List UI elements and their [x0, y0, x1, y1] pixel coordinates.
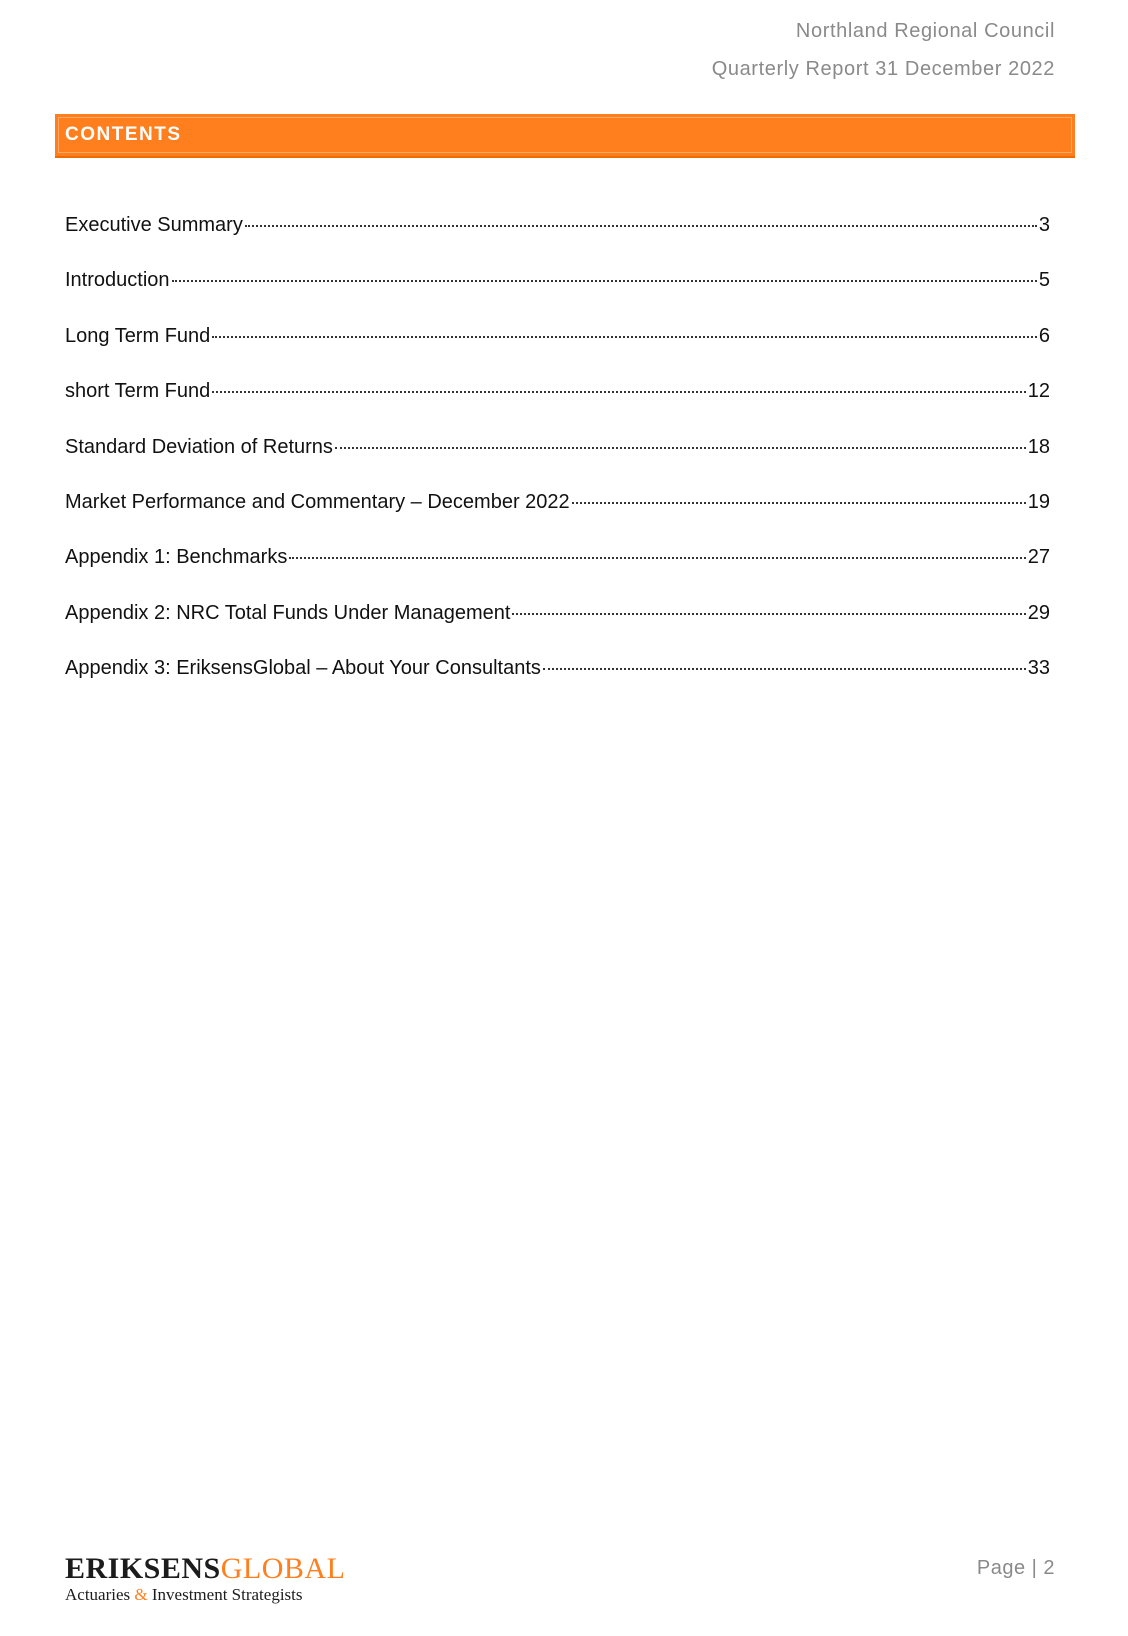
toc-entry-label: Market Performance and Commentary – December 2022	[65, 490, 570, 513]
toc-entry-label: Standard Deviation of Returns	[65, 435, 333, 458]
contents-banner	[55, 114, 1075, 158]
toc-entry-page: 3	[1038, 214, 1050, 236]
toc-entry-introduction[interactable]	[65, 269, 1050, 324]
toc-entry-label: Long Term Fund	[65, 324, 211, 347]
toc-dot-leader	[212, 391, 1026, 393]
logo-wordmark-part1: ERIKSENS	[65, 1552, 221, 1585]
toc-entry-page: 29	[1027, 601, 1050, 624]
contents-banner-border	[58, 117, 1072, 153]
toc-entry-page: 6	[1038, 324, 1050, 347]
table-of-contents	[65, 214, 1050, 713]
eriksensglobal-logo	[65, 1553, 345, 1605]
toc-dot-leader	[335, 447, 1026, 449]
toc-entry-page: 12	[1027, 380, 1050, 403]
toc-entry-short-term-fund[interactable]	[65, 380, 1050, 435]
toc-entry-appendix-3[interactable]	[65, 657, 1050, 712]
toc-entry-label: Appendix 1: Benchmarks	[65, 546, 288, 569]
logo-wordmark	[65, 1553, 345, 1585]
toc-dot-leader	[543, 668, 1026, 670]
toc-entry-market-performance[interactable]	[65, 491, 1050, 546]
page-header	[712, 12, 1055, 88]
logo-wordmark-part2: GLOBAL	[220, 1552, 346, 1585]
logo-tagline-ampersand: &	[134, 1585, 148, 1604]
toc-entry-appendix-2[interactable]	[65, 602, 1050, 657]
toc-entry-label: Appendix 2: NRC Total Funds Under Management	[65, 601, 511, 624]
toc-dot-leader	[289, 557, 1025, 559]
page-number: Page | 2	[976, 1557, 1055, 1579]
toc-entry-long-term-fund[interactable]	[65, 325, 1050, 380]
toc-entry-label: Appendix 3: EriksensGlobal – About Your Consultants	[65, 657, 541, 680]
toc-dot-leader	[245, 225, 1037, 227]
toc-entry-label: Introduction	[65, 269, 170, 292]
toc-entry-appendix-1[interactable]	[65, 546, 1050, 601]
contents-title: CONTENTS	[65, 124, 182, 145]
header-report-title: Quarterly Report 31 December 2022	[711, 58, 1055, 80]
toc-entry-label: Executive Summary	[65, 214, 243, 236]
toc-entry-page: 33	[1027, 657, 1050, 680]
header-organization: Northland Regional Council	[795, 20, 1055, 42]
toc-dot-leader	[212, 336, 1037, 338]
toc-entry-page: 18	[1027, 435, 1050, 458]
logo-tagline-part1: Actuaries	[65, 1585, 135, 1604]
toc-entry-page: 5	[1038, 269, 1050, 292]
toc-dot-leader	[172, 280, 1037, 282]
toc-entry-standard-deviation[interactable]	[65, 436, 1050, 491]
toc-entry-page: 27	[1027, 546, 1050, 569]
toc-entry-label: short Term Fund	[65, 380, 211, 403]
toc-entry-page: 19	[1027, 490, 1050, 513]
toc-dot-leader	[572, 502, 1026, 504]
logo-tagline-part2: Investment Strategists	[147, 1585, 303, 1604]
logo-tagline	[65, 1585, 345, 1605]
toc-entry-executive-summary[interactable]	[65, 214, 1050, 269]
toc-dot-leader	[512, 613, 1025, 615]
